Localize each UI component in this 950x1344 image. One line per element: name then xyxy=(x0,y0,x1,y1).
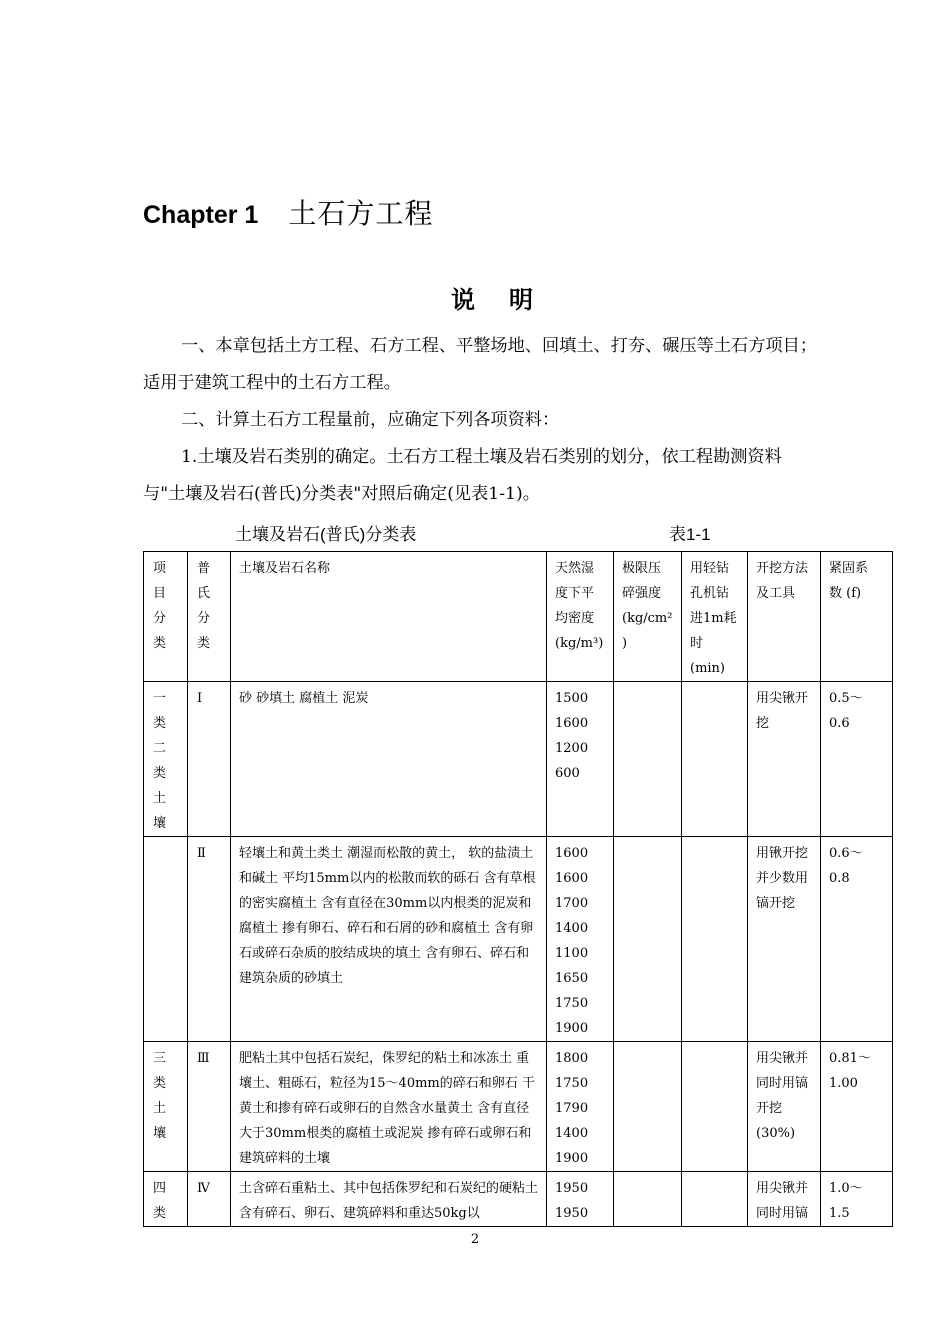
cell-line: 紧固系 xyxy=(829,561,869,576)
header-drill-time xyxy=(682,552,748,682)
row-density xyxy=(547,837,614,1042)
row-excavation-method xyxy=(748,837,821,1042)
row-firmness-coefficient xyxy=(821,837,893,1042)
cell-line: 1500 xyxy=(555,691,589,706)
cell-line: 0.6～ xyxy=(829,846,863,861)
cell-line: 类 xyxy=(197,636,211,651)
cell-line: 1700 xyxy=(555,896,589,911)
chapter-title: 土石方工程 xyxy=(288,197,434,230)
row-category xyxy=(144,682,188,837)
table-row xyxy=(144,682,893,837)
cell-line: 同时用镐 xyxy=(756,1076,809,1091)
cell-line: 均密度 xyxy=(555,611,595,626)
cell-line: 用尖锹并 xyxy=(756,1051,809,1066)
cell-line: 1800 xyxy=(555,1051,589,1066)
row-soil-name: 轻壤土和黄土类土 潮湿而松散的黄土， 软的盐渍土和碱土 平均15mm以内的松散而软的砾石 含有草根的密实腐植土 含有直径在30mm以内根类的泥炭和腐植土 掺有卵石、碎石和石屑的砂和腐植土 含有卵石或碎石杂质的胶结成块的填土 含有卵石、碎石和建筑杂质的砂填土 xyxy=(231,837,547,1042)
row-excavation-method xyxy=(748,1042,821,1172)
page-number: 2 xyxy=(470,1232,480,1247)
cell-line: 二 xyxy=(153,741,167,756)
cell-line: 1900 xyxy=(555,1021,589,1036)
cell-line: 目 xyxy=(153,586,167,601)
row-density xyxy=(547,682,614,837)
row-drill-time xyxy=(682,1042,748,1172)
cell-line: 数 (f) xyxy=(829,586,862,601)
row-firmness-coefficient xyxy=(821,1172,893,1227)
section-heading: 说明 xyxy=(451,285,567,314)
cell-line: (30%) xyxy=(756,1126,796,1141)
cell-line: 1650 xyxy=(555,971,589,986)
header-excavation-method xyxy=(748,552,821,682)
row-grade: Ⅳ xyxy=(188,1172,231,1227)
cell-line: 类 xyxy=(153,636,167,651)
paragraph-soil-classification: 1.土壤及岩石类别的确定。土石方工程土壤及岩石类别的划分，依工程勘测资料与"土壤及岩石(普氏)分类表"对照后确定(见表1-1)。 xyxy=(143,447,782,504)
row-drill-time xyxy=(682,1172,748,1227)
cell-line: 1750 xyxy=(555,996,589,1011)
cell-line: 0.81～ xyxy=(829,1051,871,1066)
row-strength xyxy=(614,1042,682,1172)
cell-line: (min) xyxy=(690,661,726,676)
cell-line: 用尖锹开 xyxy=(756,691,809,706)
table-caption: 土壤及岩石(普氏)分类表 xyxy=(235,525,417,544)
cell-line: 类 xyxy=(153,1076,167,1091)
cell-line: 1200 xyxy=(555,741,589,756)
cell-line: 1900 xyxy=(555,1151,589,1166)
header-category xyxy=(144,552,188,682)
cell-line: 1.00 xyxy=(829,1076,858,1091)
cell-line: 1400 xyxy=(555,921,589,936)
row-density xyxy=(547,1172,614,1227)
row-strength xyxy=(614,837,682,1042)
cell-line: 开挖 xyxy=(756,1101,783,1116)
cell-line: 0.5～ xyxy=(829,691,863,706)
cell-line: 四 xyxy=(153,1181,167,1196)
cell-line: 1100 xyxy=(555,946,589,961)
row-excavation-method xyxy=(748,682,821,837)
cell-line: 度下平 xyxy=(555,586,595,601)
chapter-label: Chapter 1 xyxy=(143,201,259,229)
cell-line: 天然湿 xyxy=(555,561,595,576)
row-soil-name: 土含碎石重粘土、其中包括侏罗纪和石炭纪的硬粘土 含有碎石、卵石、建筑碎料和重达50kg以 xyxy=(231,1172,547,1227)
table-header-row xyxy=(144,552,893,682)
table-number: 表1-1 xyxy=(669,525,711,544)
cell-line: 土 xyxy=(153,791,167,806)
cell-line: (kg/m³) xyxy=(555,636,604,651)
header-strength xyxy=(614,552,682,682)
header-grade xyxy=(188,552,231,682)
cell-line: 1790 xyxy=(555,1101,589,1116)
cell-line: 1950 xyxy=(555,1206,589,1221)
row-drill-time xyxy=(682,682,748,837)
paragraph-prerequisites: 二、计算土石方工程量前，应确定下列各项资料： xyxy=(181,410,560,430)
cell-line: 开挖方法 xyxy=(756,561,809,576)
cell-line: 孔机钻 xyxy=(690,586,730,601)
cell-line: 1.0～ xyxy=(829,1181,863,1196)
cell-line: 类 xyxy=(153,1206,167,1221)
row-density xyxy=(547,1042,614,1172)
cell-line: ) xyxy=(622,636,628,651)
cell-line: 及工具 xyxy=(756,586,796,601)
cell-line: 0.6 xyxy=(829,716,850,731)
row-drill-time xyxy=(682,837,748,1042)
cell-line: 类 xyxy=(153,766,167,781)
row-soil-name: 砂 砂填土 腐植土 泥炭 xyxy=(231,682,547,837)
row-soil-name: 肥粘土其中包括石炭纪，侏罗纪的粘土和冰冻土 重壤土、粗砾石，粒径为15～40mm的碎石和卵石 干黄土和掺有碎石或卵石的自然含水量黄土 含有直径大于30mm根类的腐植土或泥炭 掺有碎石或卵石和建筑碎料的土壤 xyxy=(231,1042,547,1172)
cell-line: 进1m耗 xyxy=(690,611,737,626)
row-firmness-coefficient xyxy=(821,1042,893,1172)
header-name: 土壤及岩石名称 xyxy=(231,552,547,682)
row-firmness-coefficient xyxy=(821,682,893,837)
table-row xyxy=(144,837,893,1042)
cell-line: 项 xyxy=(153,561,167,576)
cell-line: 0.8 xyxy=(829,871,850,886)
cell-line: 用锹开挖 xyxy=(756,846,809,861)
header-firmness-coefficient xyxy=(821,552,893,682)
cell-line: 1600 xyxy=(555,716,589,731)
cell-line: 1600 xyxy=(555,871,589,886)
row-strength xyxy=(614,682,682,837)
table-row xyxy=(144,1042,893,1172)
header-density xyxy=(547,552,614,682)
cell-line: 时 xyxy=(690,636,704,651)
chapter-heading xyxy=(143,192,433,236)
cell-line: 壤 xyxy=(153,816,167,831)
cell-line: 分 xyxy=(153,611,167,626)
cell-line: 挖 xyxy=(756,716,770,731)
cell-line: 一 xyxy=(153,691,167,706)
row-grade: Ⅰ xyxy=(188,682,231,837)
cell-line: 碎强度 xyxy=(622,586,662,601)
cell-line: 壤 xyxy=(153,1126,167,1141)
cell-line: 氏 xyxy=(197,586,211,601)
row-category xyxy=(144,837,188,1042)
row-strength xyxy=(614,1172,682,1227)
row-grade: Ⅱ xyxy=(188,837,231,1042)
paragraph-scope: 一、本章包括土方工程、石方工程、平整场地、回填土、打夯、碾压等土石方项目；适用于建筑工程中的土石方工程。 xyxy=(143,336,817,393)
cell-line: 同时用镐 xyxy=(756,1206,809,1221)
cell-line: 600 xyxy=(555,766,580,781)
cell-line: 普 xyxy=(197,561,211,576)
cell-line: 1950 xyxy=(555,1181,589,1196)
cell-line: 极限压 xyxy=(622,561,662,576)
cell-line: 用尖锹并 xyxy=(756,1181,809,1196)
soil-classification-table xyxy=(143,551,893,1227)
row-category xyxy=(144,1172,188,1227)
cell-line: 土 xyxy=(153,1101,167,1116)
row-category xyxy=(144,1042,188,1172)
cell-line: 1.5 xyxy=(829,1206,850,1221)
cell-line: 用轻钻 xyxy=(690,561,730,576)
cell-line: 分 xyxy=(197,611,211,626)
cell-line: 三 xyxy=(153,1051,167,1066)
cell-line: 1400 xyxy=(555,1126,589,1141)
cell-line: 并少数用 xyxy=(756,871,809,886)
cell-line: 镐开挖 xyxy=(756,896,796,911)
cell-line: 类 xyxy=(153,716,167,731)
cell-line: 1750 xyxy=(555,1076,589,1091)
row-grade: Ⅲ xyxy=(188,1042,231,1172)
cell-line: (kg/cm² xyxy=(622,611,673,626)
table-row xyxy=(144,1172,893,1227)
cell-line: 1600 xyxy=(555,846,589,861)
row-excavation-method xyxy=(748,1172,821,1227)
